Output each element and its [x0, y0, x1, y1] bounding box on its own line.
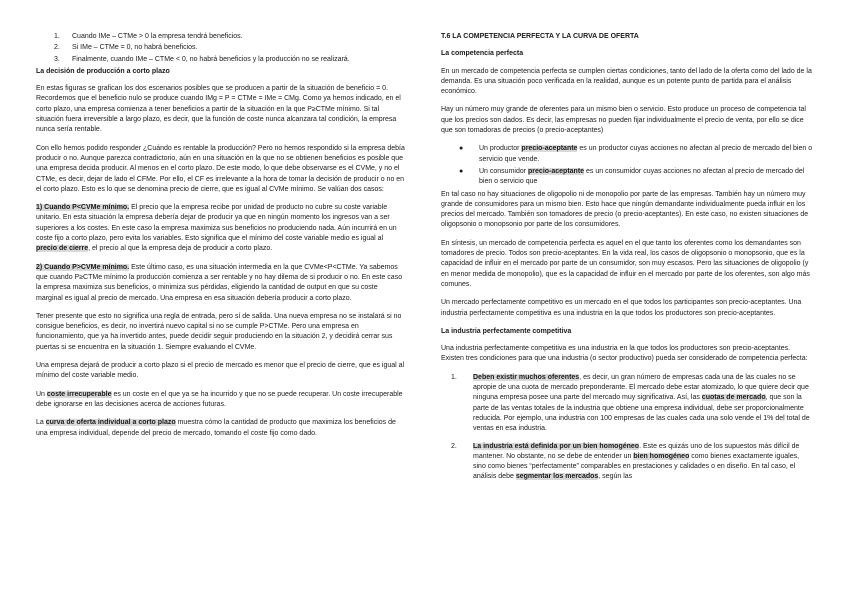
term-highlight: coste irrecuperable: [46, 390, 112, 398]
paragraph: Una empresa dejará de producir a corto plazo si el precio de mercado es menor que el precio de cierre, que es igual al mínimo del coste variable medio.: [36, 362, 405, 380]
conditions-list: [441, 373, 813, 483]
list-item: 2. La industria está definida por un bien homogéneo. Este es quizás uno de los supuestos más difícil de mantener. No obstante, no se debe de entender un bien homogéneo como bienes exactamente iguales, sino como bienes “perfectamente” comparables en prestaciones y calidades o en diseño. En tal caso, el análisis debe segmentar los mercados, según las: [451, 442, 800, 481]
term-highlight: precio-aceptante: [528, 167, 585, 175]
paragraph: Tener presente que esto no significa una regla de entrada, pero sí de salida. Una nueva empresa no se instalará si no consigue beneficios, es decir, no invertirá nuevo capital si no se cumple P>CTMe. Pero una empresa en funcionamiento, que ya ha invertido antes, puede decidir seguir produciendo en la situación 2, y decidirá cerrar sus puertas si se encuentra en la situación 1. Siempre evaluando el CVMe.: [36, 312, 402, 351]
case-1-paragraph: 1) Cuando P<CVMe mínimo. El precio que la empresa recibe por unidad de producto no cubre su coste variable unitario. En esta situación la empresa debería dejar de producir ya que en ningún momento los ingresos van a ser superiores a los costes. En este caso la empresa maximiza sus beneficios no produciendo nada. Aún incurrirá en un coste fijo a corto plazo, pero evita los variables. Esto significa que el mínimo del coste variable medio es igual al precio de cierre, el precio al que la empresa deja de producir a corto plazo.: [36, 204, 397, 253]
bullet-icon: ●: [459, 167, 464, 175]
case-1-label: 1) Cuando P<CVMe mínimo.: [36, 204, 130, 212]
term-highlight: bien homogéneo: [633, 452, 690, 460]
section-heading: La competencia perfecta: [441, 50, 524, 58]
section-heading: La decisión de producción a corto plazo: [36, 67, 170, 75]
list-item: 2. Si IMe – CTMe = 0, no habrá beneficios.: [54, 44, 198, 52]
left-column: [36, 32, 406, 447]
price-taker-list: [441, 144, 813, 187]
term-highlight: Deben existir muchos oferentes: [473, 373, 580, 381]
right-column: [441, 32, 813, 490]
paragraph: En estas figuras se grafican los dos escenarios posibles que se producen a partir de la situación de beneficio = 0. Recordemos que el beneficio nulo se produce cuando IMg = P = CTMe = IMe = CMg. Como ya hemos indicado, en el corto plazo, una empresa comienza a tener beneficios a partir de la situación en la que P≥CTMe mínimo. Si tal situación fuera irreversible a largo plazo, es decir, que la función de coste nunca alcanzara tal condición, la empresa nunca sería rentable.: [36, 85, 401, 134]
profit-conditions-list: [36, 32, 406, 65]
paragraph: Con ello hemos podido responder ¿Cuándo es rentable la producción? Pero no hemos respondido si la empresa debía producir o no. Aunque parezca contradictorio, aún en una situación en la que no se obtienen beneficios es posible que una empresa decida producir. Al menos en el corto plazo. De este modo, lo que debe observarse es el CVMe, y no el CTMe, es decir, dejar de lado el CFMe. Por ello, el CF es irrelevante a la hora de tomar la decisión de producir o no en el corto plazo. Esto es lo que se denomina precio de cierre, que es igual al CVMe mínimo. Se valúan dos casos:: [36, 144, 405, 193]
list-item: ● Un productor precio-aceptante es un productor cuyas acciones no afectan al precio de mercado del bien o servicio que vende.: [459, 144, 813, 165]
page-title: T.6 LA COMPETENCIA PERFECTA Y LA CURVA DE OFERTA: [441, 33, 639, 40]
paragraph: La curva de oferta individual a corto plazo muestra cómo la cantidad de producto que maximiza los beneficios de una empresa individual, depende del precio de mercado, tomando el coste fijo como dado.: [36, 419, 396, 437]
paragraph: En un mercado de competencia perfecta se cumplen ciertas condiciones, tanto del lado de la oferta como del lado de la demanda. Es una situación poco verificada en la realidad, aunque es un potente punto de partida para el análisis económico.: [441, 67, 812, 96]
list-item: ● Un consumidor precio-aceptante es un consumidor cuyas acciones no afectan al precio de mercado del bien o servicio que: [459, 167, 813, 188]
paragraph: Un mercado perfectamente competitivo es un mercado en el que todos los participantes son precio-aceptantes. Una industria perfectamente competitiva es una industria en la que todos los productores son precio-aceptantes.: [441, 299, 802, 317]
term-highlight: precio de cierre: [36, 245, 89, 253]
term-highlight: precio-aceptante: [521, 145, 578, 153]
list-item: 3. Finalmente, cuando IMe – CTMe < 0, no habrá beneficios y la producción no se realizará.: [54, 55, 350, 63]
paragraph: Un coste irrecuperable es un coste en el que ya se ha incurrido y que no se puede recuperar. Un coste irrecuperable debe ignorarse en las decisiones acerca de acciones futuras.: [36, 390, 403, 408]
term-highlight: cuotas de mercado: [701, 394, 766, 402]
case-2-label: 2) Cuando P>CVMe mínimo.: [36, 263, 130, 271]
case-2-paragraph: 2) Cuando P>CVMe mínimo. Este último caso, es una situación intermedia en la que CVMe<P<CTMe. Ya sabemos que cuando P≥CTMe mínimo la producción comienza a ser rentable y no hay dilema de si producir o no. En este caso la empresa maximiza sus beneficios, o minimiza sus pérdidas, eligiendo la cantidad de output en que su coste marginal es igual al precio de mercado. Una empresa en esa situación debería producir a corto plazo.: [36, 263, 403, 302]
paragraph: En tal caso no hay situaciones de oligopolio ni de monopolio por parte de las empresas. También hay un número muy grande de consumidores para un mismo bien. Esto hace que ningún demandante individualmente pueda influir en los precios del mercado. También son tomadores de precio (o precio-aceptantes). En este caso, no existen situaciones de oligopsonio o monopsonio por parte de los consumidores.: [441, 190, 809, 229]
term-highlight: curva de oferta individual a corto plazo: [45, 419, 176, 427]
bullet-icon: ●: [459, 145, 464, 153]
paragraph: En síntesis, un mercado de competencia perfecta es aquel en el que tanto los oferentes como los demandantes son tomadores de precio. Todos son precio-aceptantes. En la vida real, los casos de oligopsonio o monopsonio, que es la capacidad de influir en el mercado por parte de un consumidor, son muy escasos. Pero las situaciones de oligopolio (y en menor medida de monopolio), que es la capacidad de influir en el mercado por parte de los oferentes, son algo más comunes.: [441, 239, 810, 288]
paragraph: Hay un número muy grande de oferentes para un mismo bien o servicio. Esto produce un proceso de competencia tal que los precios son dados. Es decir, las empresas no pueden fijar individualmente el precio de venta, por ello se dice que son tomadoras de precios (o precio-aceptantes): [441, 106, 806, 135]
term-highlight: segmentar los mercados: [515, 473, 599, 481]
list-item: 1. Deben existir muchos oferentes, es decir, un gran número de empresas cada una de las cuales no se apropie de una cuota de mercado preponderante. El mercado debe estar atomizado, lo que quiere decir que ninguna empresa posee una parte del mercado muy significativa. Así, las cuotas de mercado, que son la parte de las ventas totales de la industria que obtiene una empresa individual, debe ser proporcionalmente reducida. Por ejemplo, una industria con 100 empresas de las cuales cada una solo vende el 1% del total de ventas en esa industria.: [451, 373, 810, 433]
paragraph: Una industria perfectamente competitiva es una industria en la que todos los productores son precio-aceptantes. Existen tres condiciones para que una industria (o sector productivo) pueda ser considerado de competencia perfecta:: [441, 345, 808, 363]
list-item: 1. Cuando IMe – CTMe > 0 la empresa tendrá beneficios.: [54, 33, 243, 40]
term-highlight: La industria está definida por un bien homogéneo: [473, 442, 640, 450]
section-heading: La industria perfectamente competitiva: [441, 327, 572, 335]
